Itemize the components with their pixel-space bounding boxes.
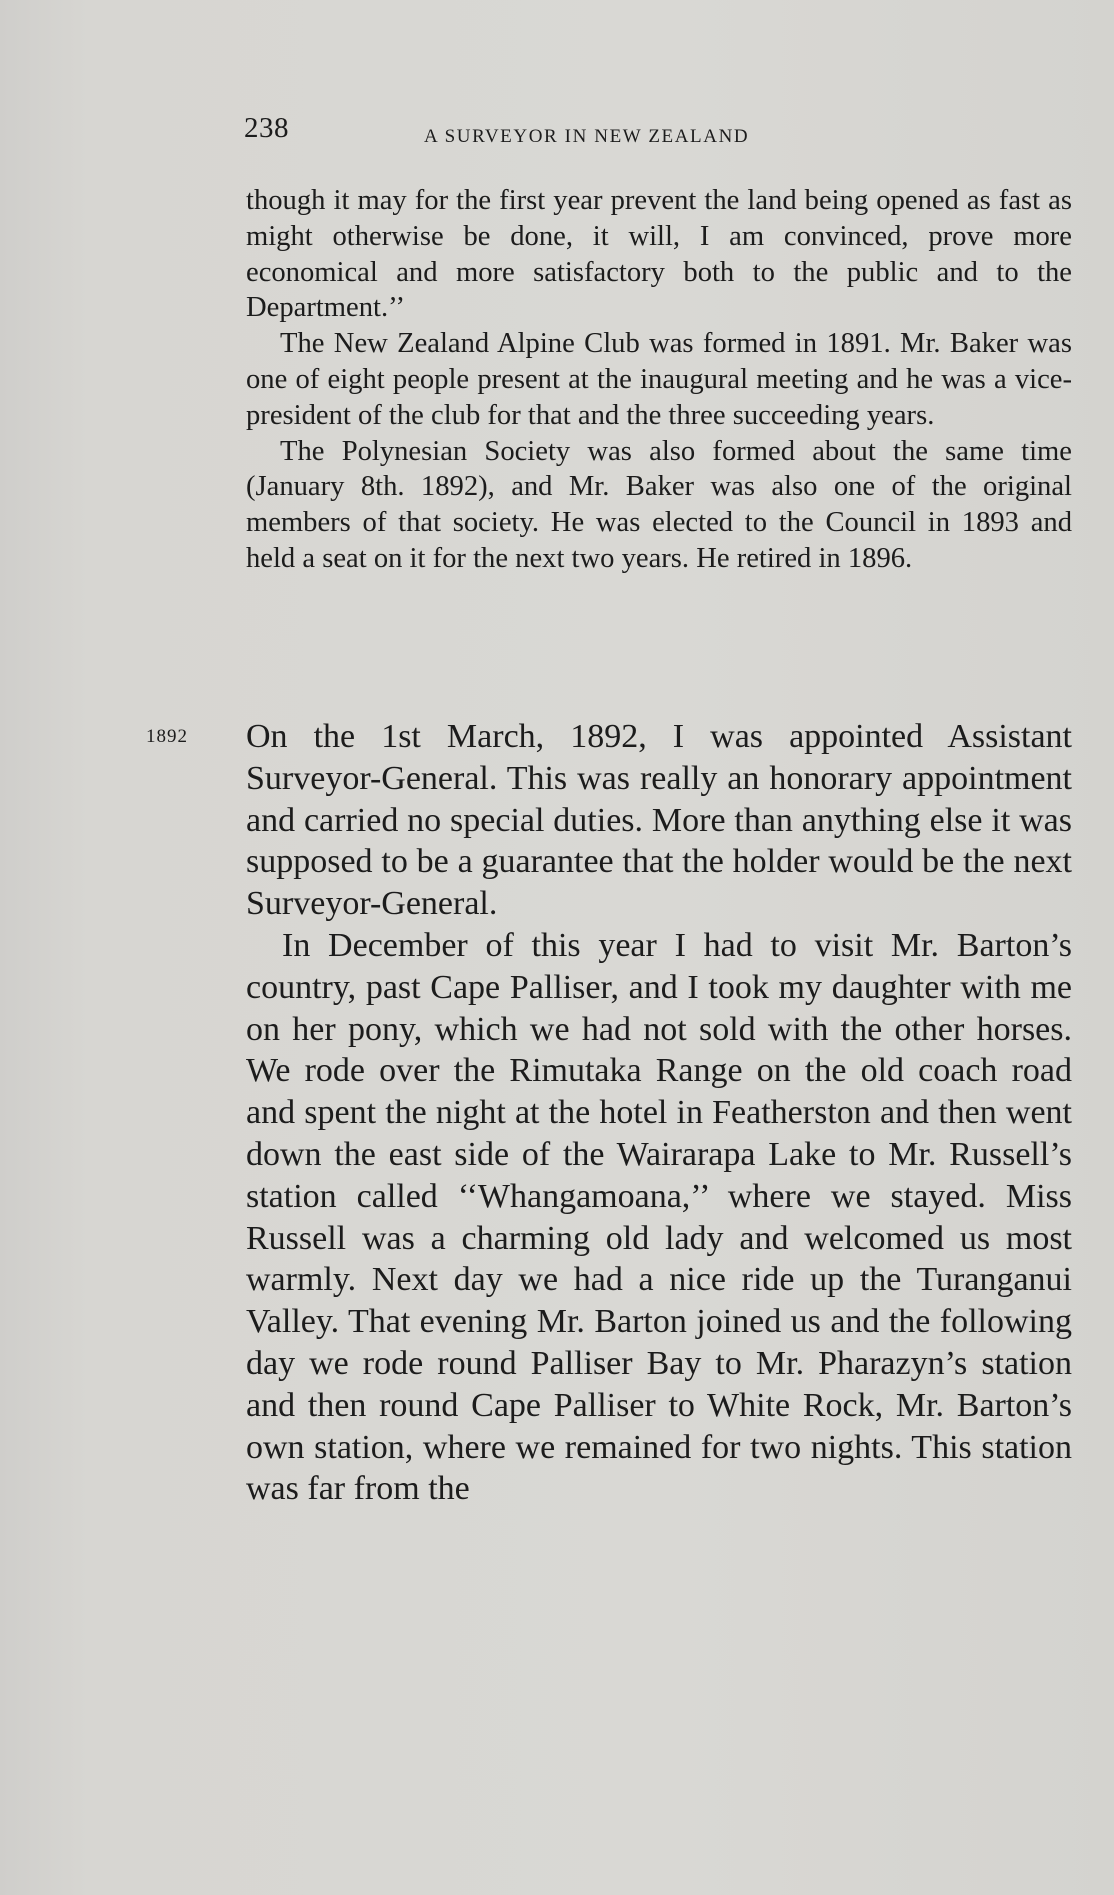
- paragraph-december-visit: In December of this year I had to visit Mr. Barton’s country, past Cape Palliser, and I took my daughter with me on her pony, which we had not sold with the other horses. We rode over the Rimutaka Range on the old coach road and spent the night at the hotel in Featherston and then went down the east side of the Wairarapa Lake to Mr. Russell’s station called ‘‘Whangamoana,’’ where we stayed. Miss Russell was a charming old lady and welcomed us most warmly. Next day we had a nice ride up the Turanganui Valley. That evening Mr. Barton joined us and the following day we rode round Palliser Bay to Mr. Pharazyn’s station and then round Cape Palliser to White Rock, Mr. Barton’s own station, where we remained for two nights. This station was far from the: [246, 926, 1072, 1508]
- paragraph-polynesian-society: The Polynesian Society was also formed about the same time (January 8th. 1892), and Mr. Baker was also one of the original members of that society. He was elected to the Council in 1893 and held a seat on it for the next two years. He retired in 1896.: [246, 435, 1072, 574]
- page-number: 238: [244, 112, 289, 144]
- margin-year-note: 1892: [146, 726, 188, 747]
- paragraph-department-quote: though it may for the first year prevent the land being opened as fast as might otherwise be done, it will, I am convinced, prove more economical and more satisfactory both to the public and to the Department.’’: [246, 185, 1072, 324]
- paragraph-alpine-club: The New Zealand Alpine Club was formed in 1891. Mr. Baker was one of eight people present at the inaugural meeting and he was a vice-president of the club for that and the three succeeding years.: [246, 328, 1072, 431]
- main-narrative: [246, 716, 1072, 1510]
- page-header: [244, 112, 1074, 148]
- quoted-section: [246, 183, 1072, 577]
- running-title: A SURVEYOR IN NEW ZEALAND: [424, 126, 750, 147]
- paragraph-appointment: On the 1st March, 1892, I was appointed Assistant Surveyor-General. This was really an honorary appointment and carried no special duties. More than anything else it was supposed to be a guarantee that the holder would be the next Surveyor-General.: [246, 718, 1072, 923]
